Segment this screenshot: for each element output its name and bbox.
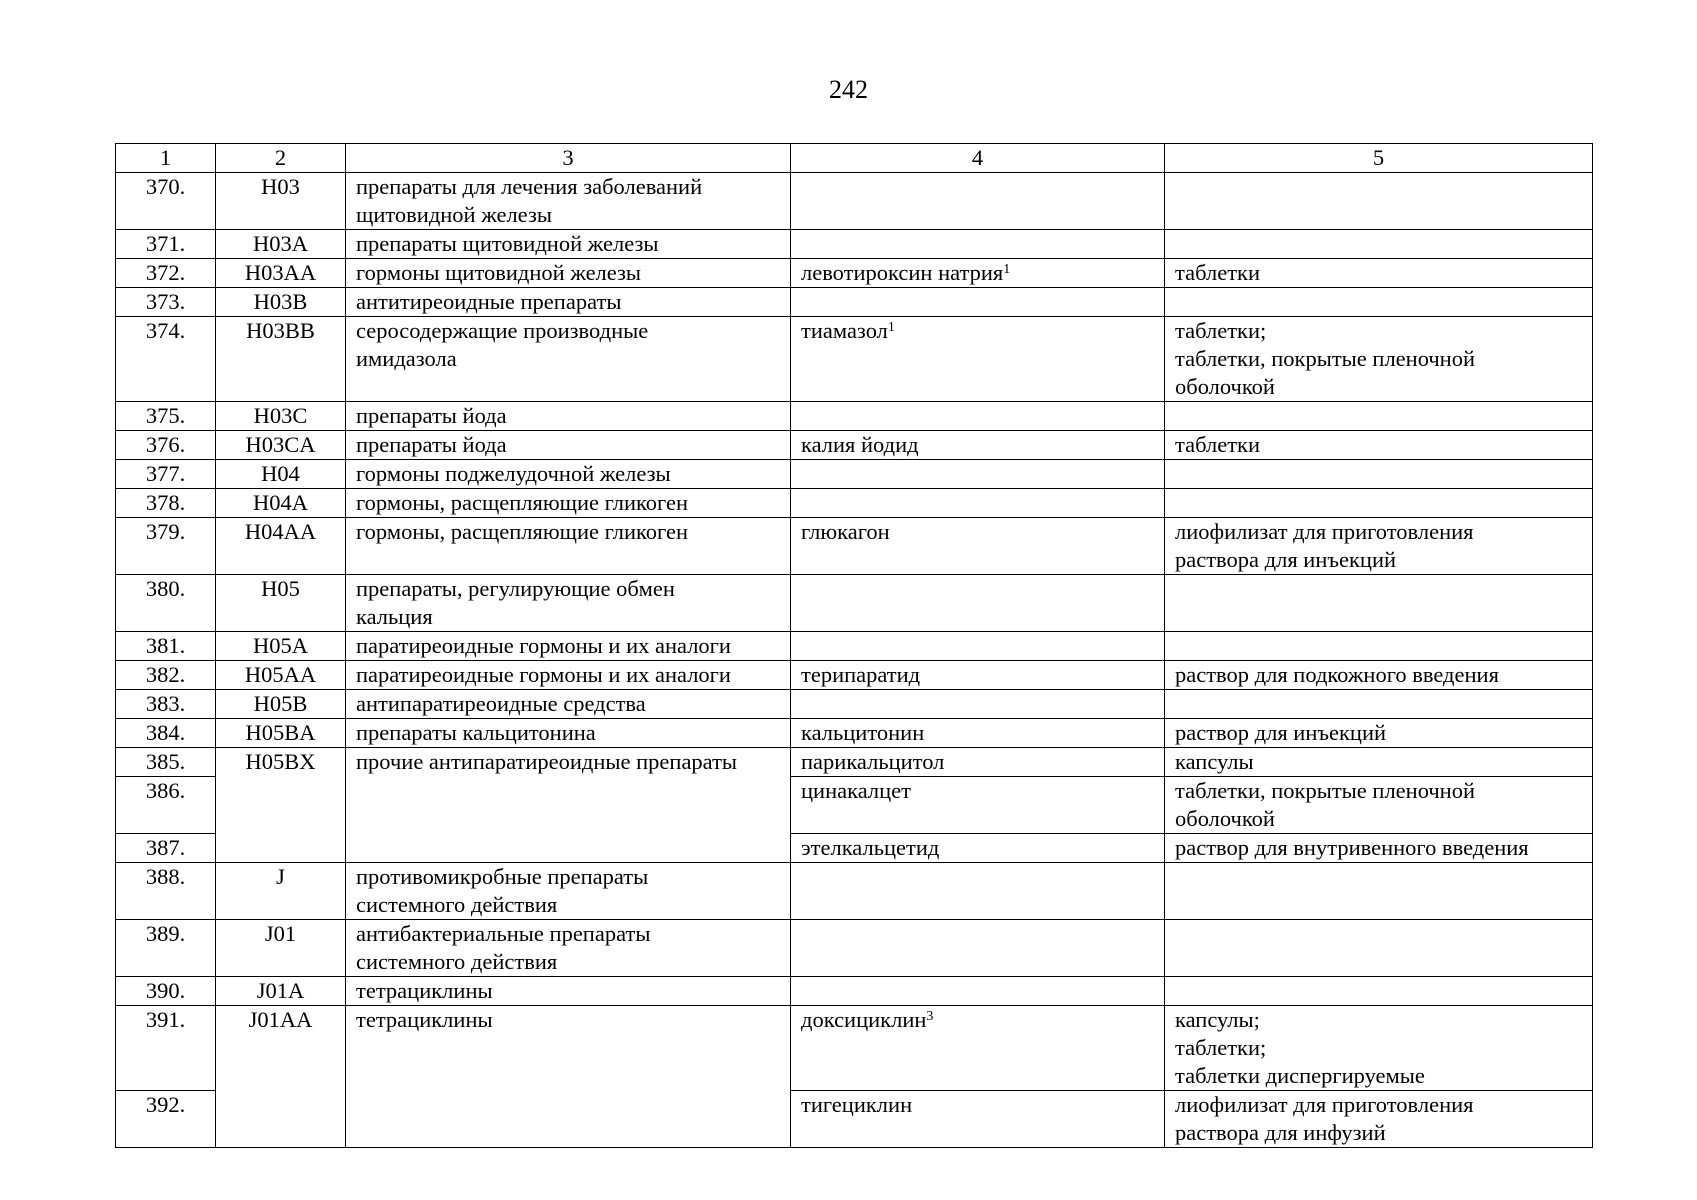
- atc-code-cell: H05AA: [216, 661, 346, 690]
- atc-code-cell: H03: [216, 173, 346, 230]
- dosage-form-cell: [1165, 920, 1593, 977]
- atc-code-cell: J01AA: [216, 1006, 346, 1148]
- row-number-cell: 384.: [116, 719, 216, 748]
- drug-name-cell: [791, 575, 1165, 632]
- atc-code-cell: H04AA: [216, 518, 346, 575]
- drug-name-cell: [791, 863, 1165, 920]
- table-row: [116, 977, 1593, 1006]
- group-name-cell: тетрациклины: [346, 1006, 791, 1148]
- dosage-form-cell: [1165, 863, 1593, 920]
- atc-code-cell: H04: [216, 460, 346, 489]
- dosage-form-cell: раствор для внутривенного введения: [1165, 834, 1593, 863]
- atc-code-cell: H03BB: [216, 317, 346, 402]
- row-number-cell: 385.: [116, 748, 216, 777]
- atc-code-cell: H03A: [216, 230, 346, 259]
- group-name-cell: препараты йода: [346, 402, 791, 431]
- drug-name: доксициклин: [801, 1007, 927, 1032]
- drug-name: цинакалцет: [801, 778, 911, 803]
- drug-name-cell: [791, 259, 1165, 288]
- atc-code-cell: H03AA: [216, 259, 346, 288]
- atc-code-cell: J01: [216, 920, 346, 977]
- dosage-form-cell: лиофилизат для приготовления раствора для инъекций: [1165, 518, 1593, 575]
- group-name-cell: паратиреоидные гормоны и их аналоги: [346, 632, 791, 661]
- atc-code-cell: H05BA: [216, 719, 346, 748]
- dosage-form-cell: раствор для подкожного введения: [1165, 661, 1593, 690]
- group-name-cell: антибактериальные препараты системного действия: [346, 920, 791, 977]
- drug-name-cell: [791, 1091, 1165, 1148]
- row-number-cell: 372.: [116, 259, 216, 288]
- drug-name-cell: [791, 661, 1165, 690]
- row-number-cell: 371.: [116, 230, 216, 259]
- dosage-form-cell: лиофилизат для приготовления раствора для инфузий: [1165, 1091, 1593, 1148]
- dosage-form-cell: [1165, 690, 1593, 719]
- dosage-form-cell: [1165, 402, 1593, 431]
- dosage-form-cell: раствор для инъекций: [1165, 719, 1593, 748]
- drug-name-cell: [791, 518, 1165, 575]
- header-cell: 3: [346, 144, 791, 173]
- drug-name: калия йодид: [801, 432, 919, 457]
- group-name-cell: серосодержащие производные имидазола: [346, 317, 791, 402]
- row-number-cell: 380.: [116, 575, 216, 632]
- drug-name: глюкагон: [801, 519, 890, 544]
- atc-code-cell: J01A: [216, 977, 346, 1006]
- drug-name-cell: [791, 1006, 1165, 1091]
- header-cell: 4: [791, 144, 1165, 173]
- drug-name-cell: [791, 402, 1165, 431]
- group-name-cell: препараты кальцитонина: [346, 719, 791, 748]
- drug-name-cell: [791, 977, 1165, 1006]
- drug-name: кальцитонин: [801, 720, 925, 745]
- group-name-cell: гормоны, расщепляющие гликоген: [346, 518, 791, 575]
- row-number-cell: 376.: [116, 431, 216, 460]
- dosage-form-cell: [1165, 460, 1593, 489]
- dosage-form-cell: [1165, 575, 1593, 632]
- table-row: [116, 288, 1593, 317]
- row-number-cell: 370.: [116, 173, 216, 230]
- row-number-cell: 382.: [116, 661, 216, 690]
- table-row: [116, 259, 1593, 288]
- drug-name: тиамазол: [801, 318, 888, 343]
- dosage-form-cell: [1165, 173, 1593, 230]
- table-row: [116, 661, 1593, 690]
- table-row: [116, 518, 1593, 575]
- row-number-cell: 390.: [116, 977, 216, 1006]
- row-number-cell: 391.: [116, 1006, 216, 1091]
- row-number-cell: 375.: [116, 402, 216, 431]
- dosage-form-cell: [1165, 632, 1593, 661]
- group-name-cell: прочие антипаратиреоидные препараты: [346, 748, 791, 863]
- drug-name: тигециклин: [801, 1092, 913, 1117]
- drug-name-cell: [791, 690, 1165, 719]
- row-number-cell: 388.: [116, 863, 216, 920]
- drug-name-cell: [791, 777, 1165, 834]
- drug-name-cell: [791, 632, 1165, 661]
- group-name-cell: противомикробные препараты системного действия: [346, 863, 791, 920]
- drug-name-cell: [791, 489, 1165, 518]
- row-number-cell: 383.: [116, 690, 216, 719]
- row-number-cell: 387.: [116, 834, 216, 863]
- group-name-cell: паратиреоидные гормоны и их аналоги: [346, 661, 791, 690]
- dosage-form-cell: капсулы; таблетки; таблетки диспергируемые: [1165, 1006, 1593, 1091]
- table-row: [116, 719, 1593, 748]
- drug-table: [115, 143, 1593, 1148]
- row-number-cell: 386.: [116, 777, 216, 834]
- table-row: [116, 920, 1593, 977]
- table-row: [116, 460, 1593, 489]
- dosage-form-cell: [1165, 230, 1593, 259]
- table-row: [116, 230, 1593, 259]
- atc-code-cell: J: [216, 863, 346, 920]
- row-number-cell: 392.: [116, 1091, 216, 1148]
- table-header-row: [116, 144, 1593, 173]
- dosage-form-cell: таблетки, покрытые пленочной оболочкой: [1165, 777, 1593, 834]
- group-name-cell: антипаратиреоидные средства: [346, 690, 791, 719]
- group-name-cell: препараты для лечения заболеваний щитовидной железы: [346, 173, 791, 230]
- group-name-cell: тетрациклины: [346, 977, 791, 1006]
- drug-name-cell: [791, 173, 1165, 230]
- atc-code-cell: H03CA: [216, 431, 346, 460]
- footnote-marker: 3: [926, 1009, 934, 1024]
- table-row: [116, 863, 1593, 920]
- row-number-cell: 389.: [116, 920, 216, 977]
- dosage-form-cell: таблетки; таблетки, покрытые пленочной оболочкой: [1165, 317, 1593, 402]
- table-row: [116, 173, 1593, 230]
- drug-name-cell: [791, 920, 1165, 977]
- drug-name-cell: [791, 460, 1165, 489]
- row-number-cell: 378.: [116, 489, 216, 518]
- drug-name-cell: [791, 719, 1165, 748]
- table-row: [116, 1006, 1593, 1091]
- table-row: [116, 748, 1593, 777]
- drug-name-cell: [791, 288, 1165, 317]
- drug-name: левотироксин натрия: [801, 260, 1004, 285]
- group-name-cell: антитиреоидные препараты: [346, 288, 791, 317]
- drug-name-cell: [791, 230, 1165, 259]
- table-row: [116, 489, 1593, 518]
- dosage-form-cell: [1165, 977, 1593, 1006]
- group-name-cell: препараты, регулирующие обмен кальция: [346, 575, 791, 632]
- row-number-cell: 377.: [116, 460, 216, 489]
- footnote-marker: 1: [887, 320, 895, 335]
- row-number-cell: 379.: [116, 518, 216, 575]
- table-row: [116, 575, 1593, 632]
- drug-name-cell: [791, 748, 1165, 777]
- drug-name: этелкальцетид: [801, 835, 940, 860]
- table-row: [116, 317, 1593, 402]
- table-row: [116, 402, 1593, 431]
- table-row: [116, 690, 1593, 719]
- dosage-form-cell: таблетки: [1165, 259, 1593, 288]
- atc-code-cell: H03B: [216, 288, 346, 317]
- table-row: [116, 632, 1593, 661]
- drug-name-cell: [791, 431, 1165, 460]
- group-name-cell: гормоны щитовидной железы: [346, 259, 791, 288]
- header-cell: 1: [116, 144, 216, 173]
- drug-name: терипаратид: [801, 662, 921, 687]
- dosage-form-cell: капсулы: [1165, 748, 1593, 777]
- atc-code-cell: H03C: [216, 402, 346, 431]
- dosage-form-cell: [1165, 489, 1593, 518]
- page-number: 242: [829, 75, 868, 104]
- atc-code-cell: H05B: [216, 690, 346, 719]
- footnote-marker: 1: [1003, 262, 1011, 277]
- atc-code-cell: H05: [216, 575, 346, 632]
- table-row: [116, 431, 1593, 460]
- drug-name-cell: [791, 317, 1165, 402]
- header-cell: 2: [216, 144, 346, 173]
- atc-code-cell: H04A: [216, 489, 346, 518]
- group-name-cell: препараты йода: [346, 431, 791, 460]
- group-name-cell: гормоны, расщепляющие гликоген: [346, 489, 791, 518]
- dosage-form-cell: [1165, 288, 1593, 317]
- drug-name-cell: [791, 834, 1165, 863]
- group-name-cell: препараты щитовидной железы: [346, 230, 791, 259]
- atc-code-cell: H05BX: [216, 748, 346, 863]
- row-number-cell: 373.: [116, 288, 216, 317]
- dosage-form-cell: таблетки: [1165, 431, 1593, 460]
- atc-code-cell: H05A: [216, 632, 346, 661]
- header-cell: 5: [1165, 144, 1593, 173]
- drug-name: парикальцитол: [801, 749, 945, 774]
- row-number-cell: 374.: [116, 317, 216, 402]
- group-name-cell: гормоны поджелудочной железы: [346, 460, 791, 489]
- row-number-cell: 381.: [116, 632, 216, 661]
